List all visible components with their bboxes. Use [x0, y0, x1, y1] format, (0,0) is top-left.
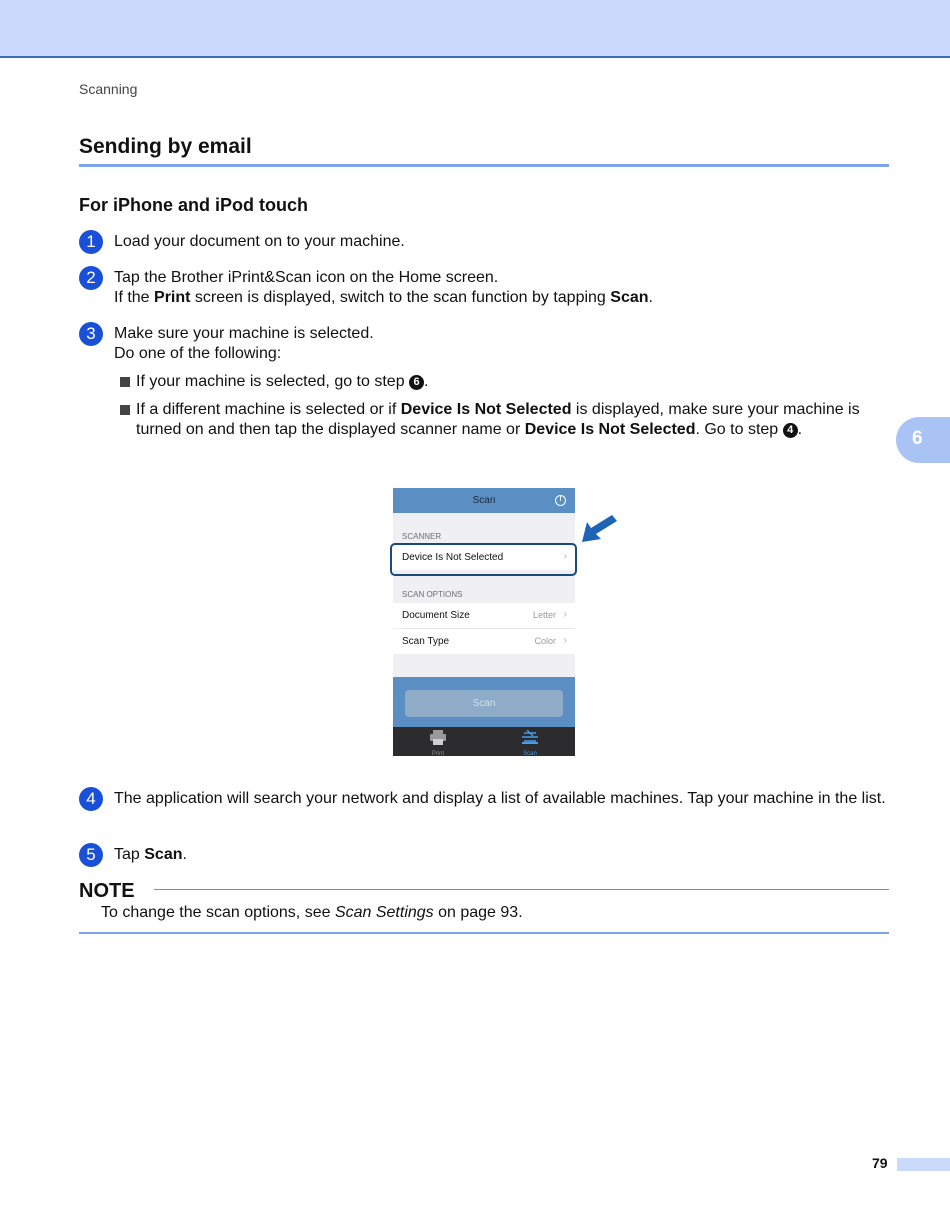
scan-button-area — [393, 677, 575, 727]
app-nav-bar — [393, 488, 575, 513]
section-title: Sending by email — [79, 135, 252, 158]
note-rule-bottom — [79, 932, 889, 934]
note-title: NOTE — [79, 880, 135, 902]
step-reference-badge: 6 — [409, 375, 424, 390]
pointer-arrow-icon — [578, 513, 618, 545]
square-bullet-icon — [120, 377, 130, 387]
chevron-right-icon: › — [563, 635, 567, 646]
step-2 — [79, 268, 899, 308]
bullet-item: If your machine is selected, go to step 6 . — [120, 372, 900, 392]
scan-button[interactable]: Scan — [405, 690, 563, 717]
device-row-highlight — [390, 543, 577, 576]
step-1 — [79, 232, 899, 252]
chevron-right-icon: › — [563, 609, 567, 620]
app-screenshot — [393, 488, 575, 756]
section-rule — [79, 164, 889, 167]
step-text: Tap the Brother iPrint&Scan icon on the Home screen. — [114, 269, 499, 286]
document-size-row[interactable]: Document Size Letter › — [393, 603, 575, 628]
step-text: Make sure your machine is selected. — [114, 325, 374, 342]
step-text: Load your document on to your machine. — [114, 233, 405, 250]
bullet-item: If a different machine is selected or if Device Is Not Selected is displayed, make sure your machine is turned on and then tap the displayed scanner name or Device Is Not Selected. Go to step 4 . — [120, 400, 900, 440]
step-number-badge: 5 — [79, 843, 103, 867]
step-number-badge: 1 — [79, 230, 103, 254]
app-nav-title: Scan — [472, 495, 496, 506]
step-number-badge: 2 — [79, 266, 103, 290]
step-reference-badge: 4 — [783, 423, 798, 438]
note-text: To change the scan options, see Scan Settings on page 93. — [101, 904, 523, 921]
tab-print[interactable]: Print — [418, 730, 458, 756]
step-4 — [79, 789, 899, 809]
scan-type-row[interactable]: Scan Type Color › — [393, 629, 575, 654]
step-text: Tap Scan. — [114, 846, 187, 863]
scanner-section-header: SCANNER — [402, 532, 442, 541]
step-text-line2: Do one of the following: — [114, 345, 282, 362]
scanner-icon — [521, 730, 539, 745]
scan-options-section-header: SCAN OPTIONS — [402, 590, 463, 599]
step-text-line2: If the Print screen is displayed, switch to the scan function by tapping Scan. — [114, 289, 653, 306]
note-rule — [154, 889, 889, 890]
step-text: The application will search your network and display a list of available machines. Tap your machine in the list. — [114, 790, 886, 807]
subsection-title: For iPhone and iPod touch — [79, 195, 308, 215]
step-number-badge: 4 — [79, 787, 103, 811]
chapter-tab: 6 — [896, 417, 950, 463]
running-head: Scanning — [79, 81, 138, 97]
page-tab — [897, 1158, 950, 1171]
tab-scan[interactable]: Scan — [510, 730, 550, 756]
square-bullet-icon — [120, 405, 130, 415]
step-5 — [79, 845, 899, 865]
page-number: 79 — [872, 1155, 888, 1171]
device-select-row[interactable]: Device Is Not Selected › — [393, 545, 575, 570]
scan-settings-link[interactable]: Scan Settings — [334, 904, 434, 921]
step-3 — [79, 324, 899, 364]
info-icon[interactable]: ! — [555, 495, 566, 506]
printer-icon — [429, 730, 447, 745]
step-number-badge: 3 — [79, 322, 103, 346]
chevron-right-icon: › — [563, 551, 567, 562]
top-header-band — [0, 0, 950, 58]
app-tab-bar — [393, 727, 575, 756]
